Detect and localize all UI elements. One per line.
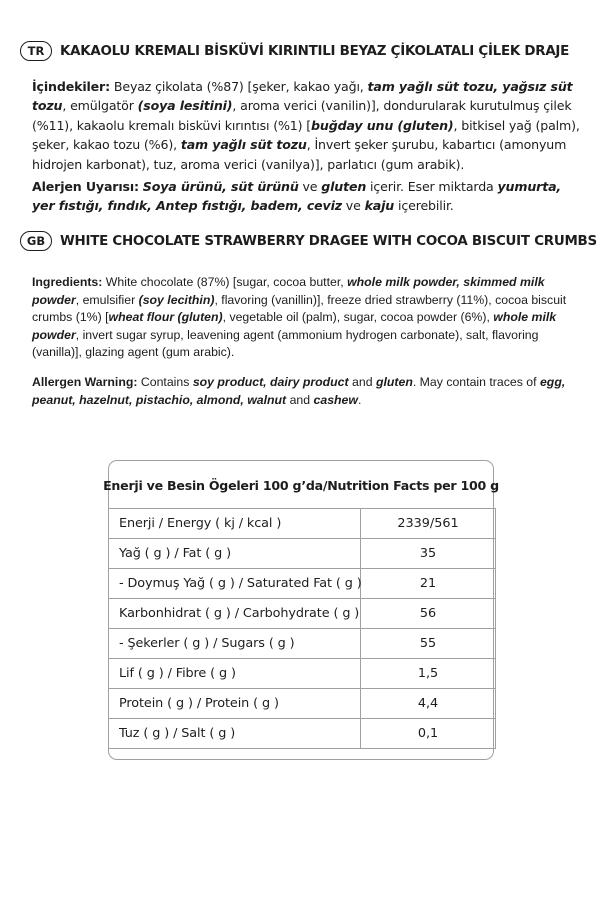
emphasized-allergen: cashew bbox=[313, 392, 358, 407]
nutrition-row-fibre bbox=[108, 658, 496, 689]
tr-language-badge: TR bbox=[20, 41, 52, 61]
nutrition-label: - Şekerler ( g ) / Sugars ( g ) bbox=[109, 629, 361, 658]
gb-ingredients bbox=[32, 274, 584, 362]
nutrition-value: 35 bbox=[419, 546, 437, 561]
emphasized-allergen: whole milk powder, skimmed milk powder bbox=[32, 275, 545, 307]
nutrition-row-protein bbox=[108, 688, 496, 719]
tr-section-header bbox=[20, 41, 569, 61]
nutrition-row-carbohydrate bbox=[108, 598, 496, 629]
emphasized-allergen: gluten bbox=[375, 375, 413, 389]
emphasized-allergen: Soya ürünü, süt ürünü bbox=[142, 179, 299, 194]
tr-allergen-text: Soya ürünü, süt ürünü ve gluten içerir. Eser miktarda yumurta, yer fıstığı, fındık, Antep fıstığı, badem, ceviz ve kaju içerebilir. bbox=[32, 179, 562, 214]
nutrition-label: - Doymuş Yağ ( g ) / Saturated Fat ( g ) bbox=[109, 569, 361, 598]
nutrition-value: 4,4 bbox=[417, 696, 439, 711]
gb-ingredients-text: White chocolate (87%) [sugar, cocoa butter, whole milk powder, skimmed milk powder, emulsifier (soy lecithin), flavoring (vanillin)], freeze dried strawberry (11%), cocoa biscuit crumbs (1%) [wheat flour (gluten), vegetable oil (palm), sugar, cocoa powder (6%), whole milk powder, invert sugar syrup, leavening agent (ammonium hydrogen carbonate), salt, flavoring (vanilla)], glazing agent (gum arabic). bbox=[32, 275, 567, 360]
tr-ingredients-label: İçindekiler: bbox=[32, 79, 110, 94]
nutrition-table-title: Enerji ve Besin Ögeleri 100 g’da/Nutrition Facts per 100 g bbox=[103, 477, 499, 493]
nutrition-row-sugars bbox=[108, 628, 496, 659]
nutrition-label: Yağ ( g ) / Fat ( g ) bbox=[109, 539, 361, 568]
nutrition-value: 56 bbox=[419, 606, 437, 621]
emphasized-allergen: tam yağlı süt tozu, yağsız süt tozu bbox=[32, 79, 573, 114]
tr-product-title: KAKAOLU KREMALI BİSKÜVİ KIRINTILI BEYAZ ÇİKOLATALI ÇİLEK DRAJE bbox=[60, 43, 570, 59]
gb-allergen-text: Contains soy product, dairy product and gluten. May contain traces of egg, peanut, hazelnut, pistachio, almond, walnut and cashew. bbox=[32, 375, 566, 407]
tr-ingredients bbox=[32, 77, 584, 174]
emphasized-allergen: whole milk powder bbox=[32, 310, 557, 342]
nutrition-row-energy bbox=[108, 508, 496, 539]
gb-section-header bbox=[20, 231, 597, 251]
tr-ingredients-text: Beyaz çikolata (%87) [şeker, kakao yağı, tam yağlı süt tozu, yağsız süt tozu, emülgatör (soya lesitini), aroma verici (vanilin)], dondurularak kurutulmuş çilek (%11), kakaolu kremalı bisküvi kırıntısı (%1) [buğday unu (gluten), bitkisel yağ (palm), şeker, kakao tozu (%6), tam yağlı süt tozu, İnvert şeker şurubu, kabartıcı (amonyum hidrojen karbonat), tuz, aroma verici (vanilya)], parlatıcı (gum arabik). bbox=[32, 79, 580, 172]
emphasized-allergen: buğday unu (gluten) bbox=[311, 117, 454, 133]
nutrition-value: 0,1 bbox=[417, 726, 439, 741]
nutrition-value: 1,5 bbox=[417, 666, 439, 681]
tr-allergen-label: Alerjen Uyarısı: bbox=[32, 179, 139, 194]
nutrition-table bbox=[103, 460, 499, 760]
nutrition-label: Enerji / Energy ( kj / kcal ) bbox=[109, 509, 361, 538]
nutrition-label: Lif ( g ) / Fibre ( g ) bbox=[109, 659, 361, 688]
nutrition-row-fat bbox=[108, 538, 496, 569]
gb-allergen-warning bbox=[32, 374, 584, 409]
nutrition-value: 21 bbox=[419, 576, 437, 591]
nutrition-label: Karbonhidrat ( g ) / Carbohydrate ( g ) bbox=[109, 599, 361, 628]
gb-ingredients-label: Ingredients: bbox=[32, 275, 103, 289]
emphasized-allergen: egg, peanut, hazelnut, pistachio, almond, walnut bbox=[32, 375, 566, 407]
emphasized-allergen: tam yağlı süt tozu bbox=[180, 137, 307, 153]
emphasized-allergen: (soy lecithin) bbox=[138, 292, 215, 307]
emphasized-allergen: (soya lesitini) bbox=[137, 98, 233, 114]
nutrition-value: 55 bbox=[419, 636, 437, 651]
gb-allergen-label: Allergen Warning: bbox=[32, 375, 138, 389]
emphasized-allergen: soy product, dairy product bbox=[192, 375, 349, 389]
emphasized-allergen: gluten bbox=[321, 179, 367, 194]
nutrition-label: Protein ( g ) / Protein ( g ) bbox=[109, 689, 361, 718]
nutrition-label: Tuz ( g ) / Salt ( g ) bbox=[109, 719, 361, 748]
nutrition-row-saturated-fat bbox=[108, 568, 496, 599]
emphasized-allergen: kaju bbox=[364, 198, 395, 214]
gb-language-badge: GB bbox=[20, 231, 52, 251]
nutrition-value: 2339/561 bbox=[397, 516, 459, 531]
emphasized-allergen: wheat flour (gluten) bbox=[108, 310, 223, 325]
gb-product-title: WHITE CHOCOLATE STRAWBERRY DRAGEE WITH COCOA BISCUIT CRUMBS bbox=[60, 233, 597, 249]
nutrition-row-salt bbox=[108, 718, 496, 749]
nutrition-rows bbox=[108, 509, 496, 749]
tr-allergen-warning bbox=[32, 177, 584, 216]
emphasized-allergen: yumurta, yer fıstığı, fındık, Antep fıstığı, badem, ceviz bbox=[32, 179, 562, 214]
